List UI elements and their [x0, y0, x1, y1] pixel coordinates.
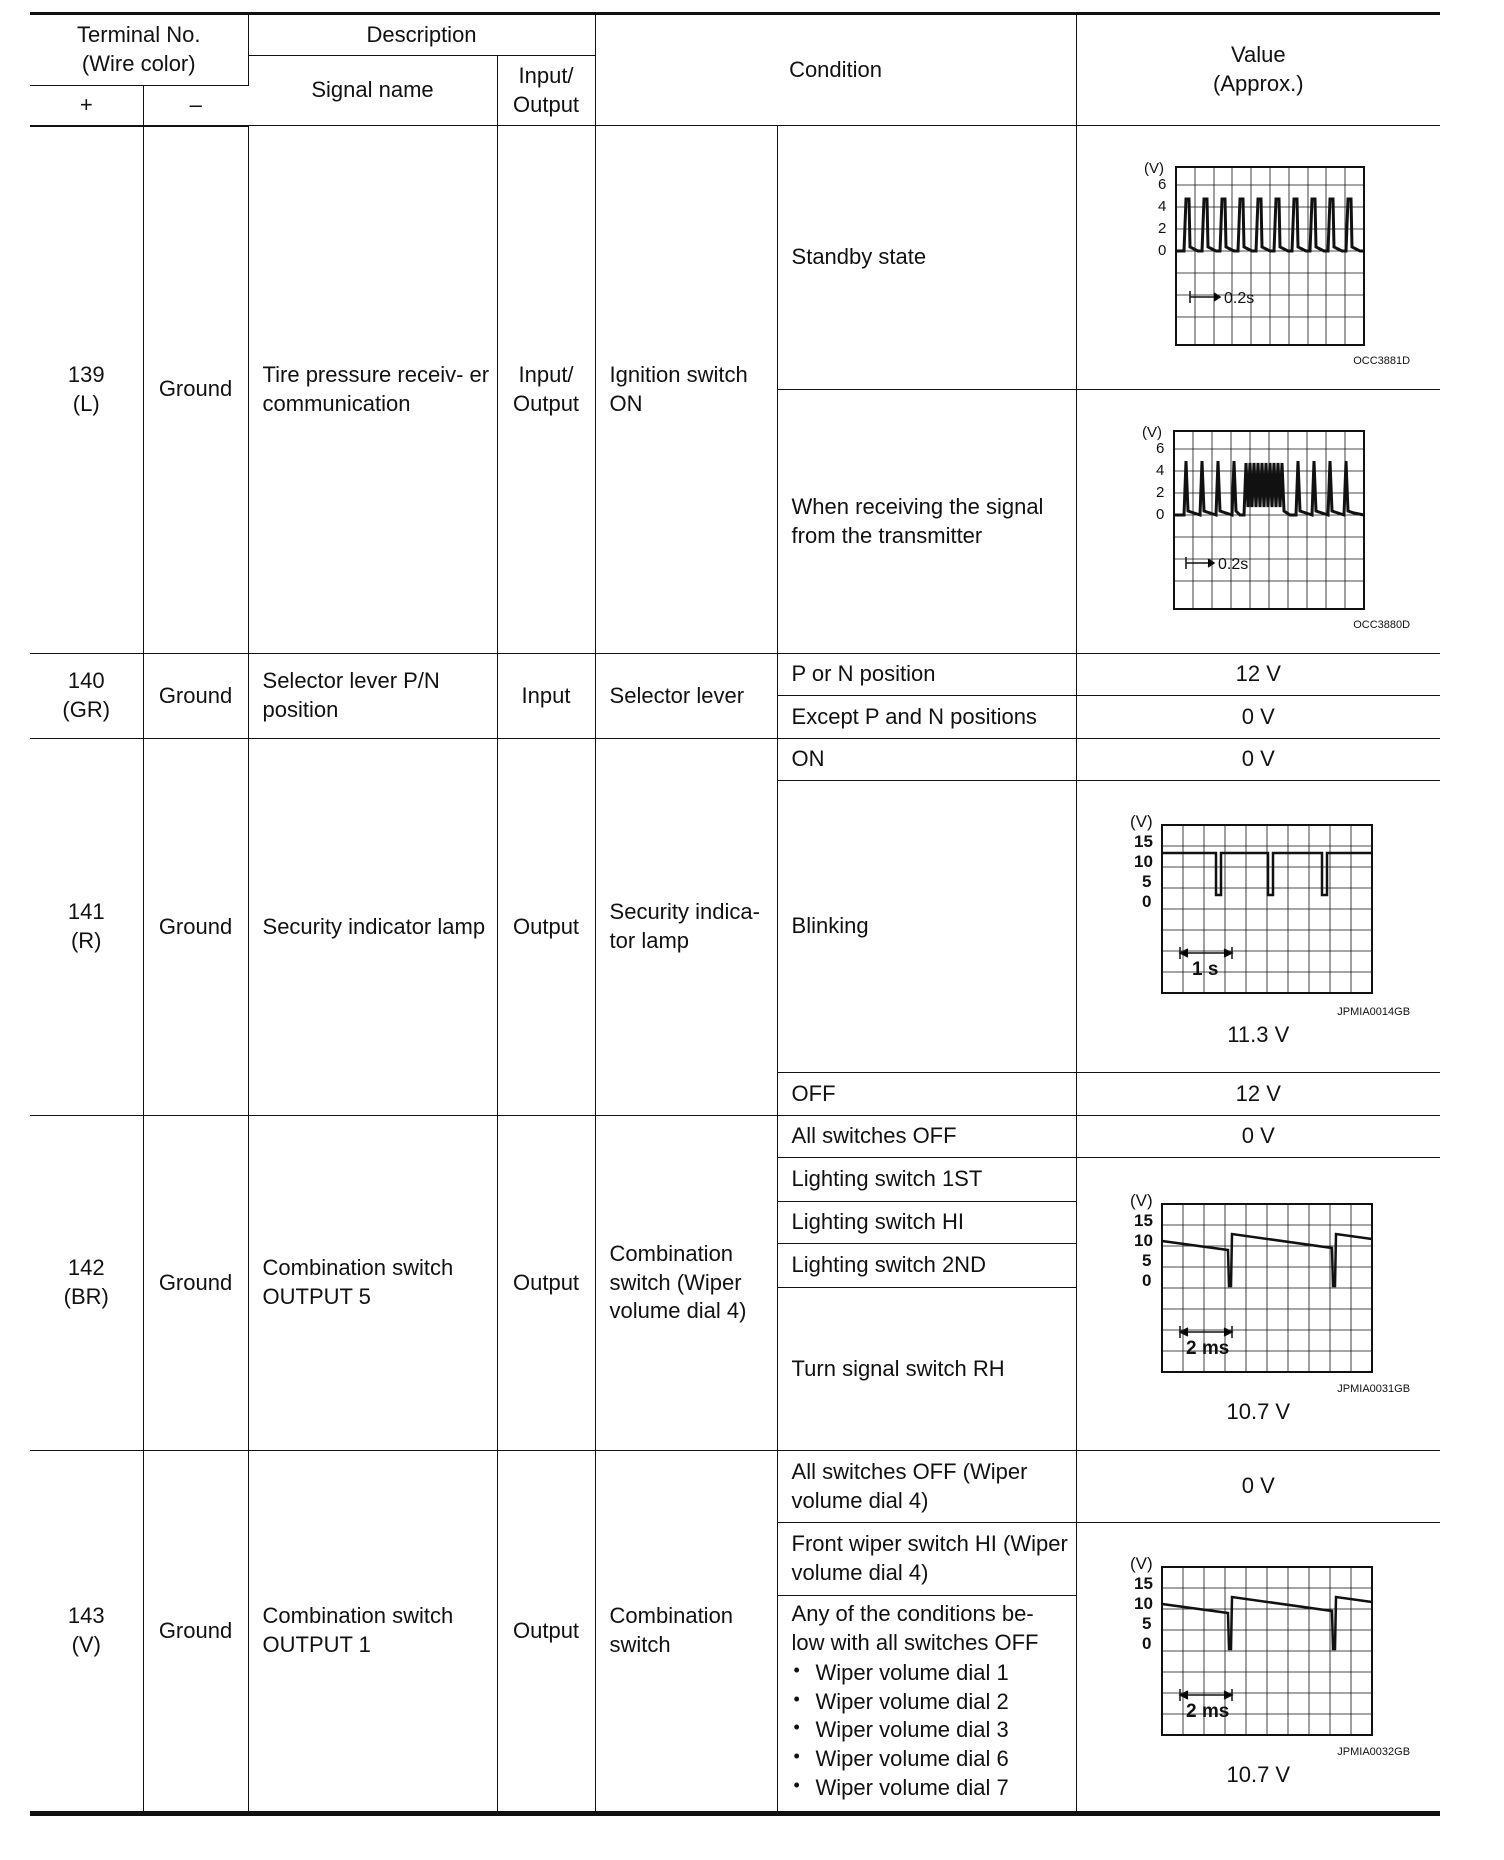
sub-condition-cell: Except P and N positions [777, 696, 1076, 739]
waveform-chart [1128, 1545, 1388, 1743]
sub-condition-cell: Standby state [777, 126, 1076, 390]
waveform-trace [1174, 461, 1364, 515]
tick-label: 10 [1134, 1230, 1154, 1250]
ground-cell: Ground [143, 654, 248, 739]
value-cell [1076, 1158, 1440, 1451]
waveform-figure [1077, 803, 1441, 1050]
terminal-number: 141 [67, 899, 105, 925]
sub-condition-cell: Turn signal switch RH [777, 1288, 1076, 1451]
condition-list [792, 1659, 1070, 1802]
figure-code: JPMIA0031GB [1337, 1382, 1411, 1395]
tick-label: 15 [1134, 832, 1154, 852]
sub-condition-text: Any of the conditions be- low with all switches OFF [791, 1601, 1039, 1655]
time-scale-label: 1 s [1192, 959, 1219, 981]
plus-header: + [30, 86, 143, 126]
sub-condition-cell: P or N position [777, 654, 1076, 696]
condition-cell: Security indica- tor lamp [595, 739, 777, 1116]
sub-condition-cell: All switches OFF [777, 1116, 1076, 1158]
axis-unit: (V) [1130, 812, 1153, 832]
wire-color: (BR) [63, 1284, 109, 1309]
condition-cell: Combination switch [595, 1451, 777, 1814]
terminal-spec-table [30, 12, 1440, 1816]
signal-name-cell: Combination switch OUTPUT 1 [248, 1451, 497, 1814]
terminal-cell [30, 126, 143, 654]
ground-cell: Ground [143, 1116, 248, 1451]
wire-color: (V) [71, 1632, 101, 1657]
tick-label: 0 [1142, 892, 1152, 912]
waveform-chart [1128, 147, 1388, 352]
tick-label: 6 [1158, 175, 1167, 193]
io-cell: Input [497, 654, 595, 739]
description-header: Description [248, 14, 595, 56]
time-scale-marker [1180, 1689, 1232, 1701]
waveform-trace [1162, 853, 1372, 895]
signal-name-cell: Selector lever P/N position [248, 654, 497, 739]
figure-code: OCC3880D [1353, 618, 1411, 631]
axis-unit: (V) [1130, 1190, 1153, 1210]
io-cell: Output [497, 739, 595, 1116]
waveform-figure [1077, 147, 1441, 368]
value-cell: 0 V [1076, 739, 1440, 781]
ground-cell: Ground [143, 126, 248, 654]
terminal-number: 143 [67, 1603, 105, 1629]
figure-code: JPMIA0014GB [1337, 1006, 1411, 1019]
tick-label: 10 [1134, 1593, 1154, 1613]
terminal-cell [30, 1116, 143, 1451]
time-scale-label: 0.2s [1218, 555, 1249, 573]
table-row [30, 126, 1440, 390]
table-row [30, 739, 1440, 781]
wire-color-label: (Wire color) [81, 51, 196, 76]
tick-label: 0 [1156, 505, 1165, 523]
value-cell [1076, 126, 1440, 390]
sub-condition-cell: When receiving the signal from the transmitter [777, 390, 1076, 654]
axis-unit: (V) [1142, 423, 1163, 441]
value-cell: 12 V [1076, 654, 1440, 696]
sub-condition-cell: Lighting switch HI [777, 1202, 1076, 1244]
tick-label: 5 [1142, 872, 1152, 892]
tick-label: 15 [1134, 1210, 1154, 1230]
value-cell [1076, 1523, 1440, 1814]
list-item: • Wiper volume dial 3 [816, 1716, 1070, 1745]
tick-label: 5 [1142, 1250, 1152, 1270]
terminal-no-header [30, 14, 248, 86]
value-header [1076, 14, 1440, 126]
header-row-1 [30, 14, 1440, 56]
io-cell: Input/ Output [497, 126, 595, 654]
sub-condition-cell: OFF [777, 1073, 1076, 1116]
io-cell: Output [497, 1116, 595, 1451]
sub-condition-cell: Lighting switch 2ND [777, 1244, 1076, 1288]
io-cell: Output [497, 1451, 595, 1814]
waveform-figure [1077, 411, 1441, 632]
terminal-cell [30, 654, 143, 739]
sub-condition-cell: ON [777, 739, 1076, 781]
value-label: Value [1230, 42, 1286, 68]
terminal-number: 139 [67, 362, 105, 388]
waveform-figure [1077, 1182, 1441, 1427]
terminal-no-label: Terminal No. [77, 22, 201, 48]
approx-label: (Approx.) [1213, 71, 1304, 96]
waveform-figure [1077, 1545, 1441, 1790]
wire-color: (GR) [62, 697, 111, 722]
scope-grid [1176, 167, 1364, 345]
tick-label: 4 [1156, 461, 1165, 479]
list-item: • Wiper volume dial 2 [816, 1688, 1070, 1717]
tick-label: 2 [1158, 219, 1167, 237]
list-item: • Wiper volume dial 1 [816, 1659, 1070, 1688]
time-scale-label: 2 ms [1186, 1700, 1230, 1722]
signal-name-cell: Combination switch OUTPUT 5 [248, 1116, 497, 1451]
terminal-cell [30, 739, 143, 1116]
figure-code: JPMIA0032GB [1337, 1745, 1411, 1758]
axis-unit: (V) [1130, 1553, 1153, 1573]
terminal-number: 142 [67, 1255, 105, 1281]
value-cell: 0 V [1076, 1451, 1440, 1523]
input-output-header: Input/ Output [497, 56, 595, 126]
waveform-chart [1128, 411, 1388, 616]
wire-color: (L) [72, 390, 100, 416]
ground-cell: Ground [143, 739, 248, 1116]
tick-label: 4 [1158, 197, 1167, 215]
tick-label: 15 [1134, 1573, 1154, 1593]
time-scale-marker [1180, 947, 1232, 959]
axis-unit: (V) [1144, 159, 1165, 177]
value-cell: 12 V [1076, 1073, 1440, 1116]
sub-condition-cell [777, 1596, 1076, 1814]
wire-color: (R) [70, 928, 102, 953]
sub-condition-cell: Front wiper switch HI (Wiper volume dial 4) [777, 1523, 1076, 1596]
waveform-chart [1128, 803, 1388, 1003]
table-row [30, 654, 1440, 696]
signal-name-header: Signal name [248, 56, 497, 126]
measured-value: 10.7 V [1226, 1761, 1291, 1787]
list-item: • Wiper volume dial 6 [816, 1745, 1070, 1774]
measured-value: 10.7 V [1226, 1398, 1291, 1424]
tick-label: 0 [1158, 241, 1167, 259]
tick-label: 5 [1142, 1613, 1152, 1633]
condition-cell: Ignition switch ON [595, 126, 777, 654]
list-item: • Wiper volume dial 7 [816, 1774, 1070, 1803]
value-cell: 0 V [1076, 1116, 1440, 1158]
signal-name-cell: Tire pressure receiv- er communication [248, 126, 497, 654]
condition-cell: Selector lever [595, 654, 777, 739]
condition-cell: Combination switch (Wiper volume dial 4) [595, 1116, 777, 1451]
figure-code: OCC3881D [1353, 354, 1411, 367]
table-row [30, 1116, 1440, 1158]
value-cell [1076, 390, 1440, 654]
tick-label: 10 [1134, 852, 1154, 872]
sub-condition-cell: Blinking [777, 781, 1076, 1073]
tick-label: 6 [1156, 439, 1165, 457]
tick-label: 0 [1142, 1633, 1152, 1653]
value-cell: 0 V [1076, 696, 1440, 739]
time-scale-label: 2 ms [1186, 1337, 1230, 1359]
sub-condition-cell: Lighting switch 1ST [777, 1158, 1076, 1202]
value-cell [1076, 781, 1440, 1073]
terminal-number: 140 [67, 668, 105, 694]
terminal-cell [30, 1451, 143, 1814]
tick-label: 0 [1142, 1270, 1152, 1290]
minus-header: – [143, 86, 248, 126]
signal-name-cell: Security indicator lamp [248, 739, 497, 1116]
measured-value: 11.3 V [1227, 1022, 1290, 1048]
sub-condition-cell: All switches OFF (Wiper volume dial 4) [777, 1451, 1076, 1523]
time-scale-marker [1190, 291, 1220, 303]
table-row [30, 1451, 1440, 1523]
time-scale-label: 0.2s [1224, 289, 1255, 307]
time-scale-marker [1180, 1326, 1232, 1338]
ground-cell: Ground [143, 1451, 248, 1814]
condition-header: Condition [595, 14, 1076, 126]
waveform-chart [1128, 1182, 1388, 1380]
tick-label: 2 [1156, 483, 1165, 501]
scope-grid [1174, 431, 1364, 609]
